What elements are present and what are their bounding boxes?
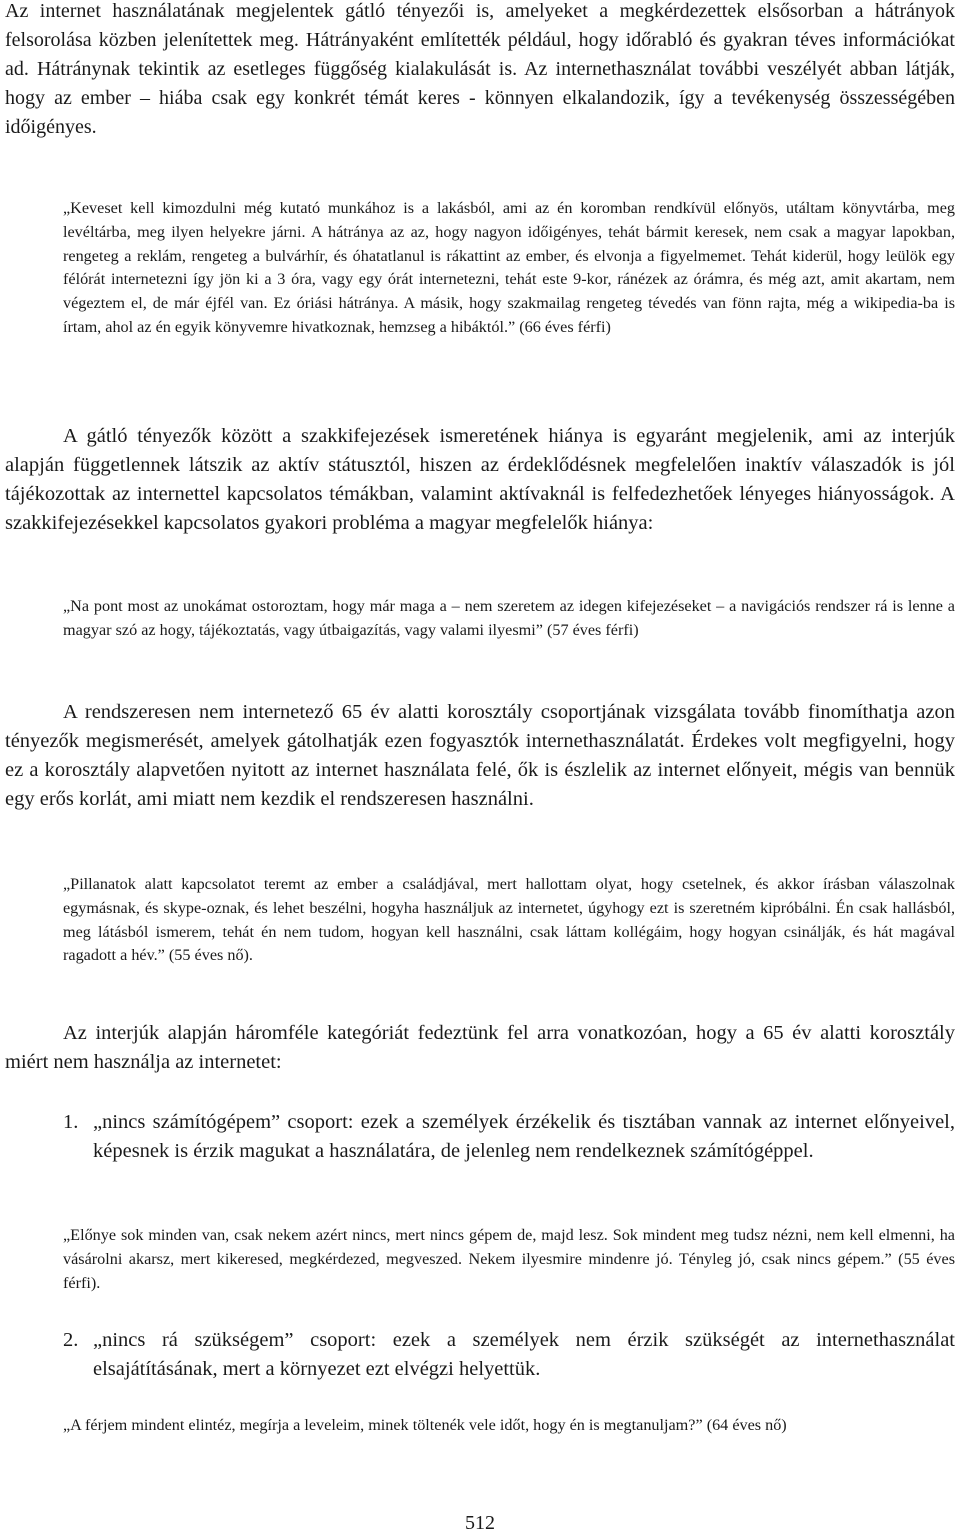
quote-55-year-old-woman: „Pillanatok alatt kapcsolatot teremt az ember a családjával, mert hallottam olyat, hogy csetelnek, és akkor írásban válaszolnak egymásnak, és skype-oznak, és lehet beszélni, hogyha használjuk az internetet, úgyhogy ezt is szeretném kipróbálni. Én csak hallásból, meg látásból ismerem, tehát én nem tudom, hogyan kell használni, csak láttam kollégáim, hogy hogyan csinálják, és hát magával ragadott a hév.” (55 éves nő). bbox=[63, 875, 955, 965]
list-item-no-need bbox=[63, 1326, 955, 1384]
paragraph-under-65-group: A rendszeresen nem internetező 65 év alatti korosztály csoportjának vizsgálata tovább finomíthatja azon tényezők megismerését, amelyek gátolhatják ezen fogyasztók internethasználatát. Érdekes volt megfigyelni, hogy ez a korosztály alapvetően nyitott az internet használata felé, ők is észlelik az internet előnyeit, mégis van bennük egy erős korlát, ami miatt nem kezdik el rendszeresen használni. bbox=[5, 701, 955, 810]
list-item-text: „nincs számítógépem” csoport: ezek a személyek érzékelik és tisztában vannak az internet előnyeivel, képesnek is érzik magukat a használatára, de jelenleg nem rendelkeznek számítógéppel. bbox=[93, 1111, 955, 1162]
paragraph-three-categories: Az interjúk alapján háromféle kategóriát fedeztünk fel arra vonatkozóan, hogy a 65 év alatti korosztály miért nem használja az internetet: bbox=[5, 1022, 955, 1073]
list-number: 2. bbox=[63, 1329, 79, 1351]
quote-64-year-old-woman: „A férjem mindent elintéz, megírja a leveleim, minek töltenék vele időt, hogy én is megtanuljam?” (64 éves nő) bbox=[63, 1416, 787, 1434]
quote-66-year-old-man: „Keveset kell kimozdulni még kutató munkához is a lakásból, ami az én koromban rendkívül előnyös, utáltam könyvtárba, meg levéltárba, meg ilyen helyekre járni. A hátránya az az, hogy nagyon időigényes, tehát bármit keresek, nem csak a magyar lapokban, rengeteg a reklám, rengeteg a bulvárhír, és óhatatlanul is rákattint az ember, és elvonja a figyelmemet. Tehát kiderül, hogy leülök egy félórát internetezni így jön ki a 3 óra, vagy egy órát internetezni, tehát este 9-kor, ránézek az órámra, és még azt, amit akartam, nem végeztem el, de már éjfél van. Ez óriási hátránya. A másik, hogy szakmailag rengeteg tévedés van fönn rajta, még a wikipedia-ba is írtam, ahol az én egyik könyvemre hivatkoznak, hemzseg a hibáktól.” (66 éves férfi) bbox=[63, 199, 955, 336]
list-number: 1. bbox=[63, 1111, 79, 1133]
quote-55-year-old-man: „Előnye sok minden van, csak nekem azért nincs, mert nincs gépem de, majd lesz. Sok mindent meg tudsz nézni, nem kell elmenni, ha vásárolni akarsz, mert kikeresed, megkérdezed, megveszed. Nekem ilyesmire mindenre jó. Tényleg jó, csak nincs gépem.” (55 éves férfi). bbox=[63, 1226, 955, 1292]
paragraph-technical-terms: A gátló tényezők között a szakkifejezések ismeretének hiánya is egyaránt megjelenik, ami az interjúk alapján függetlennek látszik az aktív státusztól, hiszen az érdeklődésnek megfelelően inaktív válaszadók is jól tájékozottak az internettel kapcsolatos témákban, valamint aktívaknál is felfedezhetőek lényeges hiányosságok. A szakkifejezésekkel kapcsolatos gyakori probléma a magyar megfelelők hiánya: bbox=[5, 425, 955, 534]
intro-paragraph: Az internet használatának megjelentek gátló tényezői is, amelyeket a megkérdezettek elsősorban a hátrányok felsorolása közben jelenítettek meg. Hátrányaként említették például, hogy időrabló és gyakran téves információkat ad. Hátránynak tekintik az esetleges függőség kialakulását is. Az internethasználat további veszélyét abban látják, hogy az ember – hiába csak egy konkrét témát keres - könnyen elkalandozik, így a tevékenység összességében időigényes. bbox=[5, 0, 955, 138]
list-item-text: „nincs rá szükségem” csoport: ezek a személyek nem érzik szükségét az internethasználat elsajátításának, mert a környezet ezt elvégzi helyettük. bbox=[93, 1329, 955, 1380]
quote-57-year-old-man: „Na pont most az unokámat ostoroztam, hogy már maga a – nem szeretem az idegen kifejezéseket – a navigációs rendszer rá is lenne a magyar szó az hogy, tájékoztatás, vagy útbaigazítás, vagy valami ilyesmi” (57 éves férfi) bbox=[63, 597, 955, 639]
page-number: 512 bbox=[465, 1512, 495, 1534]
list-item-no-computer bbox=[63, 1108, 955, 1166]
